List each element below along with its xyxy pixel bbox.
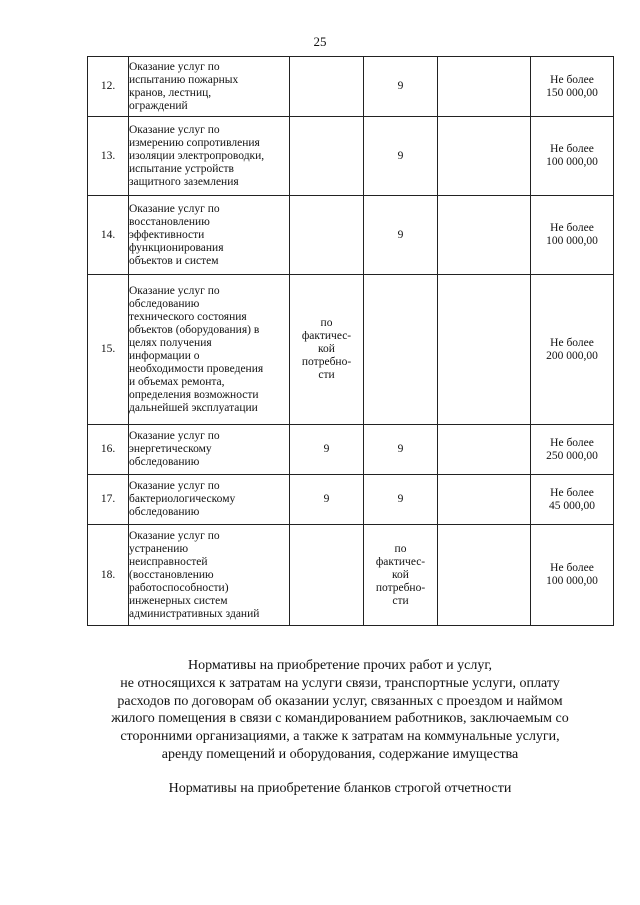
cell-line: (восстановлению bbox=[129, 568, 214, 581]
table-row bbox=[88, 57, 614, 117]
cell-line: целях получения bbox=[129, 336, 212, 349]
cell-line: 250 000,00 bbox=[546, 449, 598, 462]
cell-line: защитного заземления bbox=[129, 175, 239, 188]
quantity-cell-2 bbox=[364, 425, 438, 475]
cell-line: Оказание услуг по bbox=[129, 480, 220, 492]
cell-line: и объемах ремонта, bbox=[129, 375, 225, 388]
empty-cell bbox=[438, 117, 531, 196]
heading-line: Нормативы на приобретение прочих работ и услуг, bbox=[188, 658, 492, 673]
cell-line: испытанию пожарных bbox=[129, 73, 239, 86]
cell-line: по bbox=[320, 317, 333, 329]
table-row bbox=[88, 117, 614, 196]
quantity-cell-2 bbox=[364, 525, 438, 626]
cell-line: инженерных систем bbox=[129, 594, 228, 607]
cell-line: 100 000,00 bbox=[546, 156, 598, 168]
cell-line: Не более bbox=[550, 222, 594, 234]
cell-line: Оказание услуг по bbox=[129, 284, 220, 297]
cell-line: Оказание услуг по bbox=[129, 430, 220, 442]
cell-line: Оказание услуг по bbox=[129, 60, 220, 73]
cell-line: информации о bbox=[129, 349, 200, 362]
cell-line: обследованию bbox=[129, 456, 200, 468]
price-limit bbox=[531, 196, 614, 275]
cell-line: Не более bbox=[550, 486, 594, 499]
service-description bbox=[129, 525, 290, 626]
cell-line: 9 bbox=[323, 493, 330, 505]
quantity-cell-2 bbox=[364, 57, 438, 117]
cell-line: работоспособности) bbox=[129, 581, 229, 594]
quantity-cell-1 bbox=[290, 275, 364, 425]
quantity-cell-1 bbox=[290, 425, 364, 475]
cell-line: 9 bbox=[397, 80, 404, 92]
services-table-body bbox=[88, 57, 614, 626]
quantity-cell-2 bbox=[364, 275, 438, 425]
cell-line: сти bbox=[392, 594, 409, 607]
service-description bbox=[129, 475, 290, 525]
row-number: 15. bbox=[88, 275, 129, 425]
cell-line: Не более bbox=[550, 562, 594, 574]
cell-line: восстановлению bbox=[129, 215, 210, 228]
cell-line: обследованию bbox=[129, 297, 200, 310]
cell-line: обследованию bbox=[129, 506, 200, 518]
quantity-cell-1 bbox=[290, 57, 364, 117]
quantity-cell-2 bbox=[364, 475, 438, 525]
table-row bbox=[88, 275, 614, 425]
service-description bbox=[129, 275, 290, 425]
cell-line: Оказание услуг по bbox=[129, 123, 220, 136]
service-description bbox=[129, 425, 290, 475]
cell-line: устранению bbox=[129, 542, 189, 555]
cell-line: Не более bbox=[550, 143, 594, 155]
heading-line: расходов по договорам об оказании услуг, связанных с проездом и наймом bbox=[117, 693, 563, 709]
cell-line: 150 000,00 bbox=[546, 86, 598, 99]
heading-line: сторонними организациями, а также к затратам на коммунальные услуги, bbox=[120, 729, 560, 745]
price-limit bbox=[531, 57, 614, 117]
cell-line: эффективности bbox=[129, 228, 205, 241]
cell-line: Не более bbox=[550, 73, 594, 86]
cell-line: 45 000,00 bbox=[549, 499, 595, 512]
cell-line: кранов, лестниц, bbox=[129, 86, 212, 99]
cell-line: изоляции электропроводки, bbox=[129, 149, 265, 162]
cell-line: Оказание услуг по bbox=[129, 202, 220, 215]
cell-line: 9 bbox=[323, 443, 330, 455]
cell-line: 9 bbox=[397, 443, 404, 455]
cell-line: Не более bbox=[550, 436, 594, 449]
cell-line: технического состояния bbox=[129, 310, 247, 323]
cell-line: Оказание услуг по bbox=[129, 529, 220, 542]
cell-line: измерению сопротивления bbox=[129, 136, 260, 149]
empty-cell bbox=[438, 196, 531, 275]
row-number: 14. bbox=[88, 196, 129, 275]
heading-line: аренду помещений и оборудования, содержание имущества bbox=[161, 746, 519, 762]
row-number: 16. bbox=[88, 425, 129, 475]
cell-line: дальнейшей эксплуатации bbox=[129, 401, 258, 414]
cell-line: 200 000,00 bbox=[546, 349, 598, 362]
cell-line: 100 000,00 bbox=[546, 235, 598, 247]
row-number: 13. bbox=[88, 117, 129, 196]
empty-cell bbox=[438, 425, 531, 475]
cell-line: энергетическому bbox=[129, 443, 212, 455]
cell-line: 100 000,00 bbox=[546, 575, 598, 587]
quantity-cell-2 bbox=[364, 117, 438, 196]
cell-line: кой bbox=[392, 568, 409, 581]
cell-line: фактичес- bbox=[301, 330, 352, 342]
price-limit bbox=[531, 425, 614, 475]
cell-line: 9 bbox=[397, 493, 404, 505]
row-number: 18. bbox=[88, 525, 129, 626]
heading-line: жилого помещения в связи с командированием работников, заключаемым со bbox=[111, 711, 569, 727]
cell-line: объектов (оборудования) в bbox=[129, 323, 260, 336]
empty-cell bbox=[438, 57, 531, 117]
empty-cell bbox=[438, 475, 531, 525]
service-description bbox=[129, 57, 290, 117]
cell-line: испытание устройств bbox=[129, 162, 234, 175]
cell-line: ограждений bbox=[129, 99, 188, 112]
empty-cell bbox=[438, 525, 531, 626]
cell-line: 9 bbox=[397, 149, 404, 162]
cell-line: неисправностей bbox=[129, 555, 208, 568]
table-row bbox=[88, 196, 614, 275]
price-limit bbox=[531, 117, 614, 196]
empty-cell bbox=[438, 275, 531, 425]
table-row bbox=[88, 425, 614, 475]
cell-line: необходимости проведения bbox=[129, 362, 264, 375]
cell-line: функционирования bbox=[129, 241, 224, 254]
section-subheading: Нормативы на приобретение бланков строгой отчетности bbox=[168, 781, 512, 796]
cell-line: потребно- bbox=[375, 581, 426, 594]
price-limit bbox=[531, 525, 614, 626]
table-row bbox=[88, 475, 614, 525]
cell-line: Не более bbox=[550, 336, 594, 349]
service-description bbox=[129, 196, 290, 275]
cell-line: кой bbox=[318, 343, 335, 355]
cell-line: фактичес- bbox=[375, 555, 426, 568]
price-limit bbox=[531, 475, 614, 525]
services-table bbox=[87, 56, 614, 626]
quantity-cell-1 bbox=[290, 196, 364, 275]
cell-line: определения возможности bbox=[129, 388, 259, 401]
service-description bbox=[129, 117, 290, 196]
cell-line: административных зданий bbox=[129, 607, 260, 620]
quantity-cell-2 bbox=[364, 196, 438, 275]
cell-line: сти bbox=[318, 369, 335, 381]
cell-line: по bbox=[394, 542, 407, 555]
section-heading bbox=[60, 657, 620, 764]
cell-line: 9 bbox=[397, 228, 404, 241]
cell-line: потребно- bbox=[301, 356, 352, 368]
row-number: 17. bbox=[88, 475, 129, 525]
cell-line: бактериологическому bbox=[129, 493, 236, 505]
quantity-cell-1 bbox=[290, 525, 364, 626]
price-limit bbox=[531, 275, 614, 425]
quantity-cell-1 bbox=[290, 475, 364, 525]
quantity-cell-1 bbox=[290, 117, 364, 196]
table-row bbox=[88, 525, 614, 626]
page-number: 25 bbox=[313, 34, 327, 49]
row-number: 12. bbox=[88, 57, 129, 117]
cell-line: объектов и систем bbox=[129, 254, 219, 267]
heading-line: не относящихся к затратам на услуги связи, транспортные услуги, оплату bbox=[120, 675, 560, 691]
